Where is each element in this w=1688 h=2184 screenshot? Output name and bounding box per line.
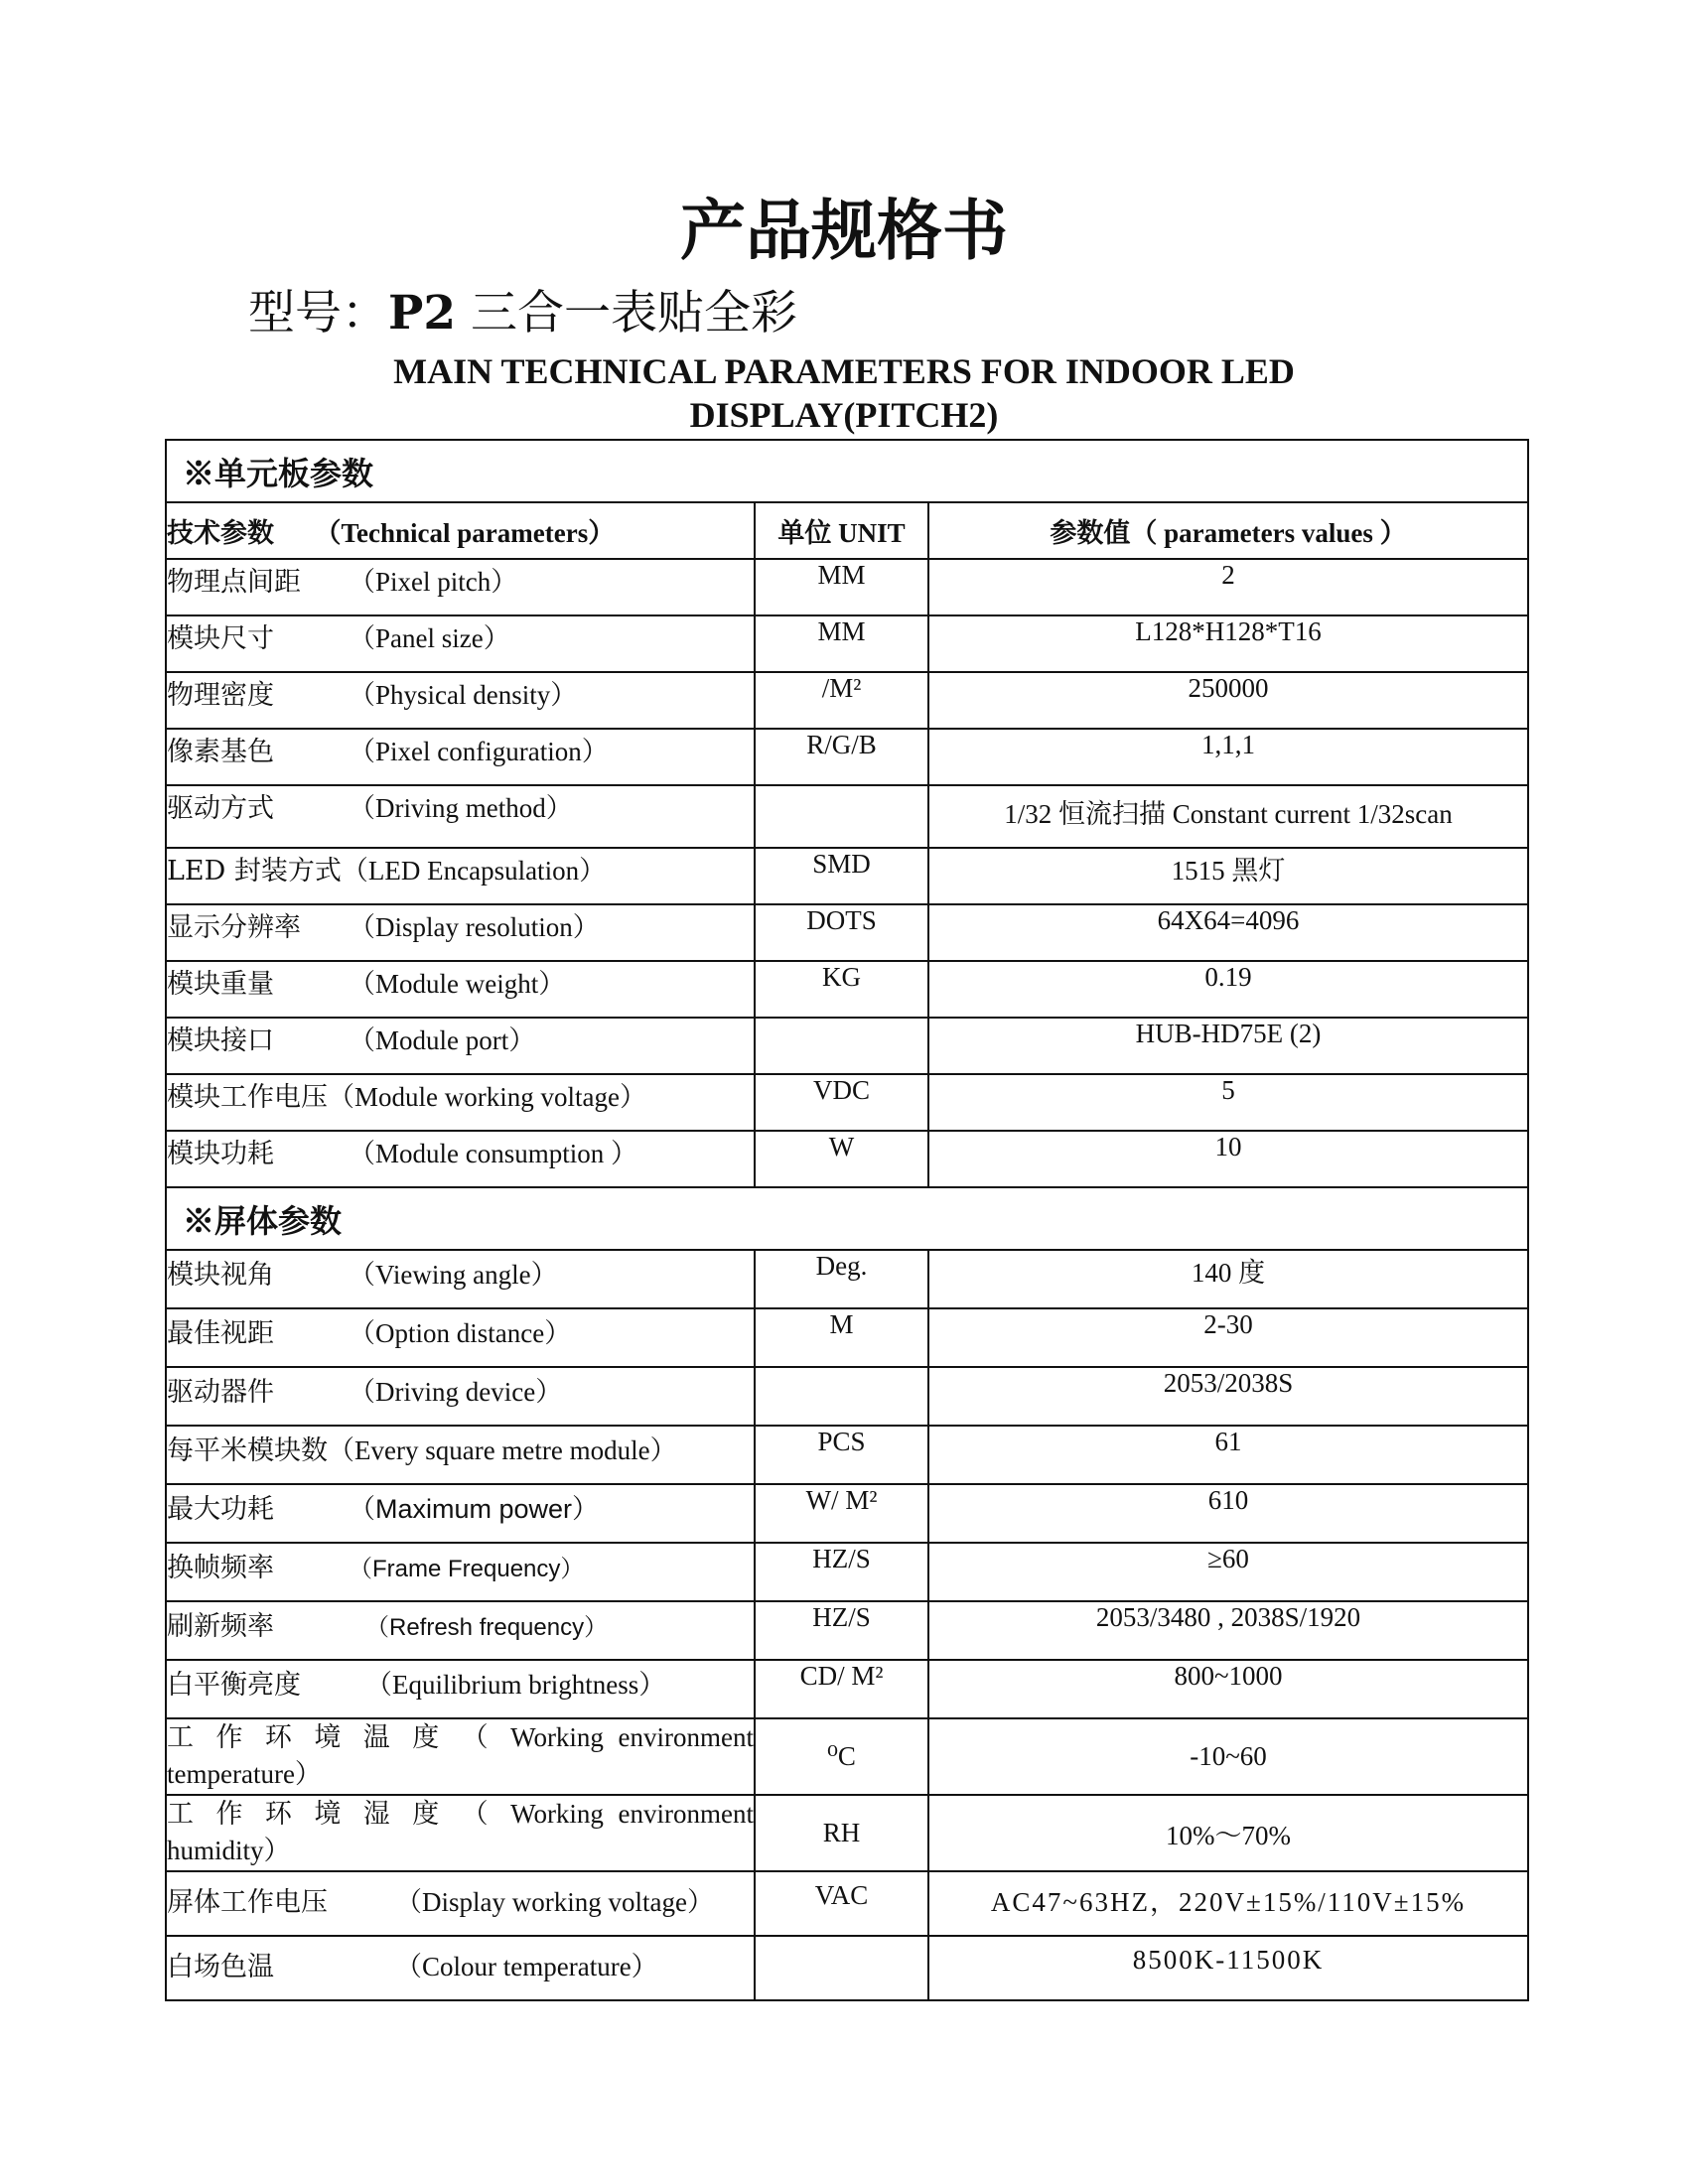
param-en: （Viewing angle） [349,1260,558,1290]
param-cell [166,559,755,615]
value-cell: 1/32 恒流扫描 Constant current 1/32scan [928,785,1528,848]
unit-cell [755,785,928,848]
param-zh: 模块尺寸 [167,623,274,654]
param-zh: 每平米模块数 [167,1435,328,1466]
param-en: （Option distance） [349,1318,572,1348]
value-cell: 64X64=4096 [928,904,1528,961]
header-unit: 单位 UNIT [755,502,928,559]
table-row [166,1871,1528,1936]
table-row [166,904,1528,961]
param-cell [166,615,755,672]
unit-cell: Deg. [755,1250,928,1308]
param-en: （Module consumption ） [349,1139,637,1168]
value-cell: 800~1000 [928,1660,1528,1718]
param-zh: 模块工作电压 [167,1082,328,1113]
param-en: （Frame Frequency） [349,1556,585,1582]
section-row [166,440,1528,502]
value-cell: 1,1,1 [928,729,1528,785]
param-zh: 模块功耗 [167,1139,274,1169]
unit-cell: VAC [755,1871,928,1936]
param-cell [166,1543,755,1601]
param-zh: 白平衡亮度 [167,1670,301,1701]
value-cell: 8500K-11500K [928,1936,1528,2000]
param-cell [166,1660,755,1718]
param-en: （LED Encapsulation） [341,856,607,886]
table-row [166,1018,1528,1074]
param-en: （Display working voltage） [395,1887,714,1917]
param-en: （Module port） [349,1025,536,1055]
table-row [166,1131,1528,1187]
param-zh: 模块接口 [167,1025,274,1056]
param-zh: 显示分辨率 [167,912,301,943]
param-zh: 最大功耗 [167,1494,274,1525]
model-code: P2 [388,286,457,341]
param-en: （Pixel pitch） [349,567,518,597]
table-row [166,1601,1528,1660]
param-zh: 白场色温 [167,1952,274,1982]
document-title: 产品规格书 [680,192,1008,269]
unit-cell: KG [755,961,928,1018]
value-cell: ≥60 [928,1543,1528,1601]
section-title-unit-board: ※单元板参数 [166,440,1528,502]
table-row [166,1936,1528,2000]
param-cell [166,1601,755,1660]
param-zh: 换帧频率 [167,1553,274,1583]
param-cell [166,1308,755,1367]
unit-cell: /M² [755,672,928,729]
value-cell: L128*H128*T16 [928,615,1528,672]
table-row [166,848,1528,904]
unit-cell: MM [755,559,928,615]
param-en: （Refresh frequency） [365,1614,609,1641]
table-row [166,1426,1528,1484]
model-line [248,288,797,340]
param-cell: 工 作 环 境 温 度 （ Working environment temperature） [166,1718,755,1795]
param-en: （Physical density） [349,680,578,710]
value-cell: HUB-HD75E (2) [928,1018,1528,1074]
param-zh: 最佳视距 [167,1318,274,1349]
value-cell: 2-30 [928,1308,1528,1367]
unit-cell: RH [755,1795,928,1871]
param-cell [166,1018,755,1074]
value-cell: 610 [928,1484,1528,1543]
table-row [166,559,1528,615]
value-cell: -10~60 [928,1718,1528,1795]
spec-table [165,439,1529,2001]
param-en: （Maximum power） [349,1494,600,1524]
section-title-screen: ※屏体参数 [166,1187,1528,1250]
unit-cell: W [755,1131,928,1187]
value-cell: 5 [928,1074,1528,1131]
unit-cell: DOTS [755,904,928,961]
unit-cell: R/G/B [755,729,928,785]
table-row [166,785,1528,848]
table-row [166,672,1528,729]
unit-cell: ⁰C [755,1718,928,1795]
param-en: （Colour temperature） [395,1952,658,1981]
value-cell: 10 [928,1131,1528,1187]
section-row [166,1187,1528,1250]
param-zh: 模块视角 [167,1260,274,1291]
unit-cell: HZ/S [755,1601,928,1660]
param-zh: 物理密度 [167,680,274,711]
param-cell [166,904,755,961]
param-zh: 驱动方式 [167,793,274,824]
value-cell: 140 度 [928,1250,1528,1308]
table-row [166,1484,1528,1543]
table-row [166,961,1528,1018]
table-row [166,615,1528,672]
subtitle-line-2: DISPLAY(PITCH2) [689,395,999,435]
param-zh: 驱动器件 [167,1377,274,1408]
param-zh: 像素基色 [167,737,274,767]
param-en: （Pixel configuration） [349,737,609,766]
table-row [166,729,1528,785]
param-en: （Display resolution） [349,912,600,942]
param-cell [166,848,755,904]
unit-cell [755,1018,928,1074]
param-cell [166,785,755,848]
param-en: （Module working voltage） [328,1082,646,1112]
table-row [166,1367,1528,1426]
unit-cell: W/ M² [755,1484,928,1543]
unit-cell: SMD [755,848,928,904]
model-desc: 三合一表贴全彩 [456,286,797,341]
unit-cell: CD/ M² [755,1660,928,1718]
param-cell [166,672,755,729]
unit-cell: MM [755,615,928,672]
value-cell: 61 [928,1426,1528,1484]
param-zh: LED 封装方式 [167,856,342,887]
value-cell: AC47~63HZ，220V±15%/110V±15% [928,1871,1528,1936]
param-cell [166,1367,755,1426]
param-cell [166,729,755,785]
param-en: （Driving method） [349,793,573,823]
param-cell [166,961,755,1018]
param-zh: 刷新频率 [167,1611,274,1642]
param-zh: 物理点间距 [167,567,301,598]
unit-cell: HZ/S [755,1543,928,1601]
subtitle-line-1: MAIN TECHNICAL PARAMETERS FOR INDOOR LED [393,351,1295,391]
table-row [166,1718,1528,1795]
table-row [166,1543,1528,1601]
table-row [166,1660,1528,1718]
value-cell: 250000 [928,672,1528,729]
param-cell [166,1074,755,1131]
param-cell [166,1484,755,1543]
value-cell: 1515 黑灯 [928,848,1528,904]
unit-cell: M [755,1308,928,1367]
param-zh: 模块重量 [167,969,274,1000]
param-zh: 屏体工作电压 [167,1887,328,1918]
param-cell [166,1871,755,1936]
value-cell: 2053/3480 , 2038S/1920 [928,1601,1528,1660]
value-cell: 0.19 [928,961,1528,1018]
param-en: （Panel size） [349,623,510,653]
model-label: 型号： [248,286,388,341]
param-en: （Every square metre module） [328,1435,677,1465]
unit-cell: PCS [755,1426,928,1484]
param-cell [166,1131,755,1187]
header-param: 技术参数 （Technical parameters） [166,502,755,559]
param-cell [166,1250,755,1308]
table-header-row [166,502,1528,559]
param-en: （Driving device） [349,1377,563,1407]
param-cell: 工 作 环 境 湿 度 （ Working environment humidity） [166,1795,755,1871]
unit-cell: VDC [755,1074,928,1131]
param-en: （Equilibrium brightness） [365,1670,666,1700]
table-row [166,1308,1528,1367]
table-row [166,1074,1528,1131]
document-subtitle [0,349,1688,437]
unit-cell [755,1936,928,2000]
param-en: （Module weight） [349,969,566,999]
unit-cell [755,1367,928,1426]
header-value: 参数值（ parameters values ） [928,502,1528,559]
table-row [166,1250,1528,1308]
value-cell: 2 [928,559,1528,615]
param-cell [166,1426,755,1484]
value-cell: 10%～70% [928,1795,1528,1871]
param-cell [166,1936,755,2000]
value-cell: 2053/2038S [928,1367,1528,1426]
table-row [166,1795,1528,1871]
